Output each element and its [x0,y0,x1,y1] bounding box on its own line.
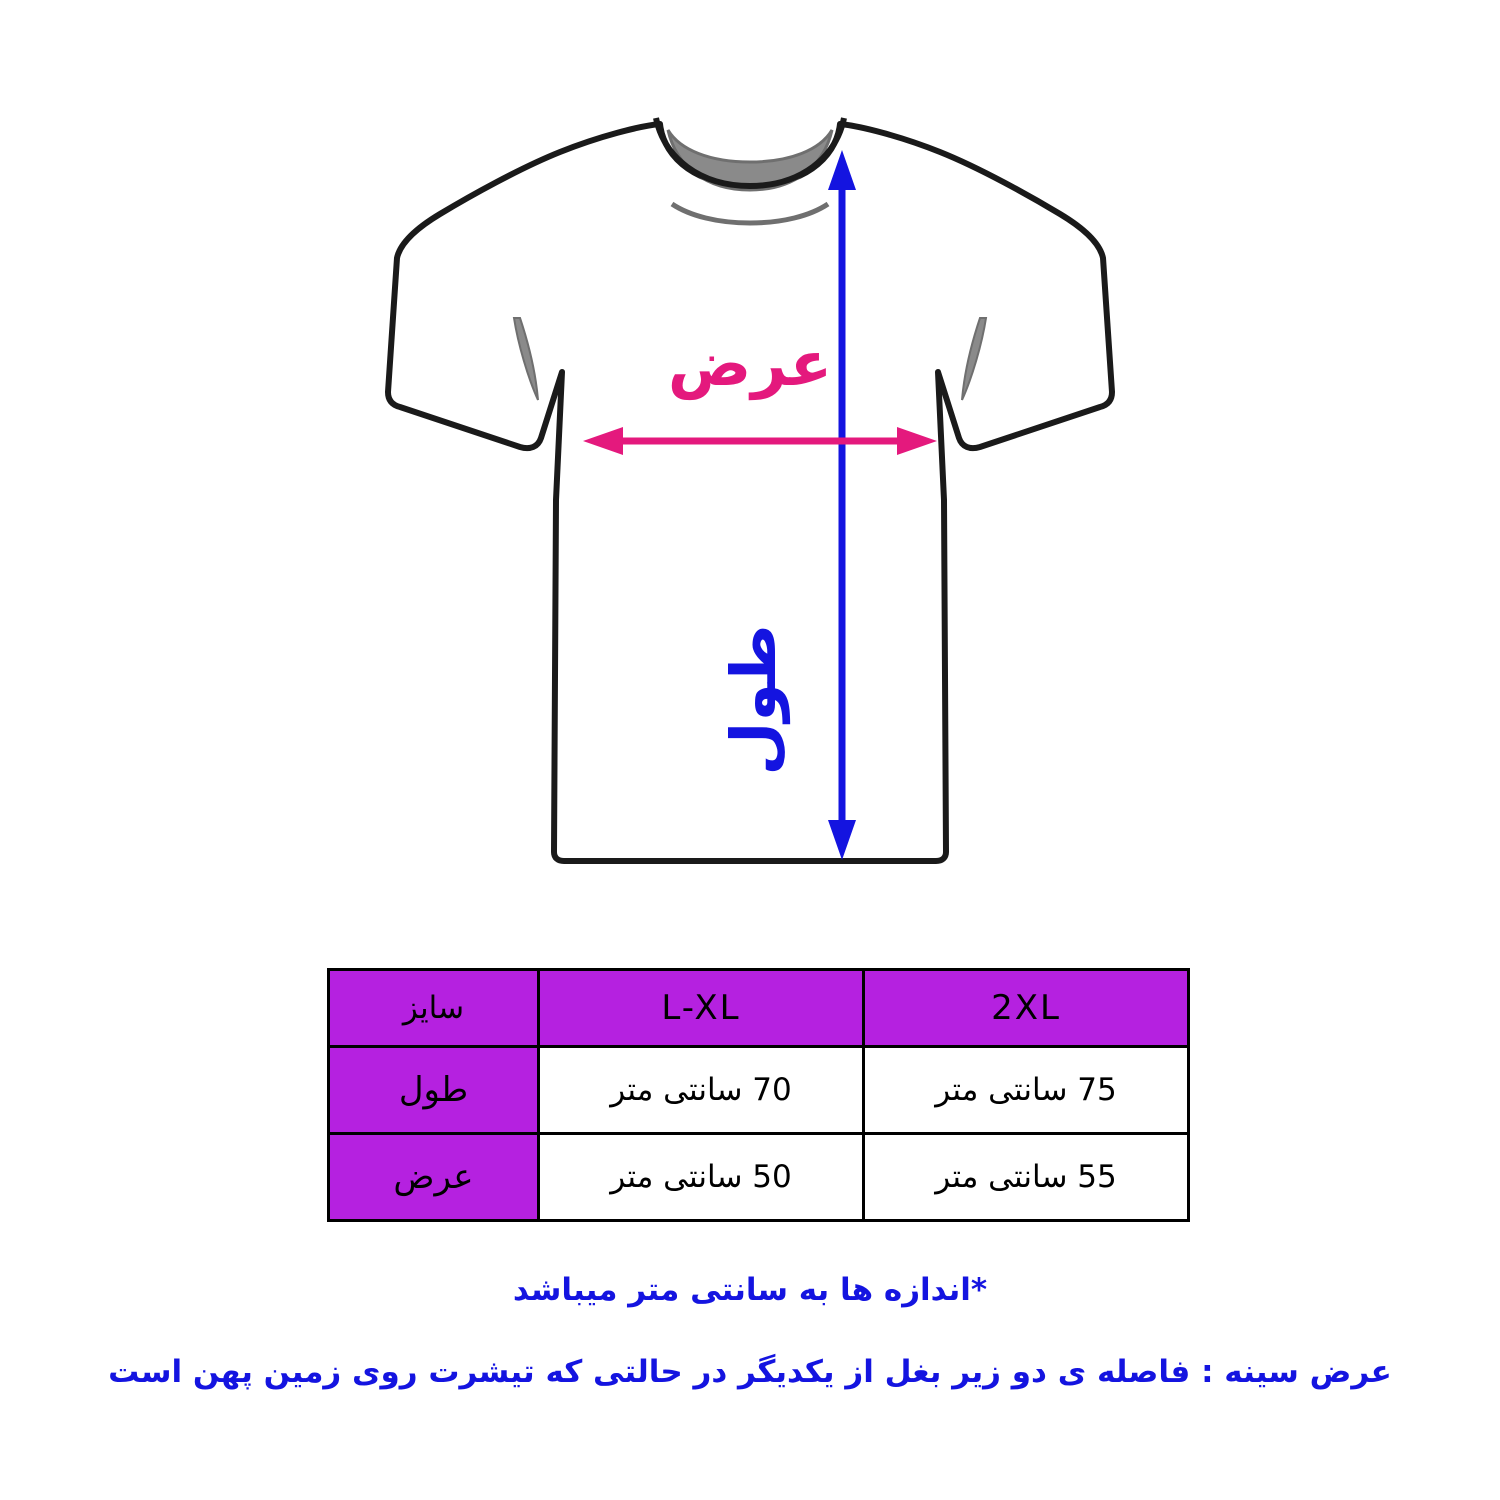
notes-section [0,1272,1500,1390]
table-row [329,1047,1189,1134]
table-row [329,1134,1189,1221]
header-cell-2xl: 2XL [864,970,1189,1047]
note-units: *اندازه ها به سانتی متر میباشد [512,1272,988,1308]
cell-length-2xl: 75 سانتی متر [864,1047,1189,1134]
row-header-length: طول [329,1047,539,1134]
width-label: عرض [667,327,833,400]
cell-width-lxl: 50 سانتی متر [539,1134,864,1221]
row-header-width: عرض [329,1134,539,1221]
header-cell-lxl: L-XL [539,970,864,1047]
size-table-wrapper [330,968,1190,1222]
length-label: طول [717,624,790,776]
cell-length-lxl: 70 سانتی متر [539,1047,864,1134]
note-chest-width: عرض سینه : فاصله ی دو زیر بغل از یکدیگر در حالتی که تیشرت روی زمین پهن است [108,1354,1392,1390]
size-table [327,968,1190,1222]
cell-width-2xl: 55 سانتی متر [864,1134,1189,1221]
header-cell-size: سایز [329,970,539,1047]
table-header-row [329,970,1189,1047]
